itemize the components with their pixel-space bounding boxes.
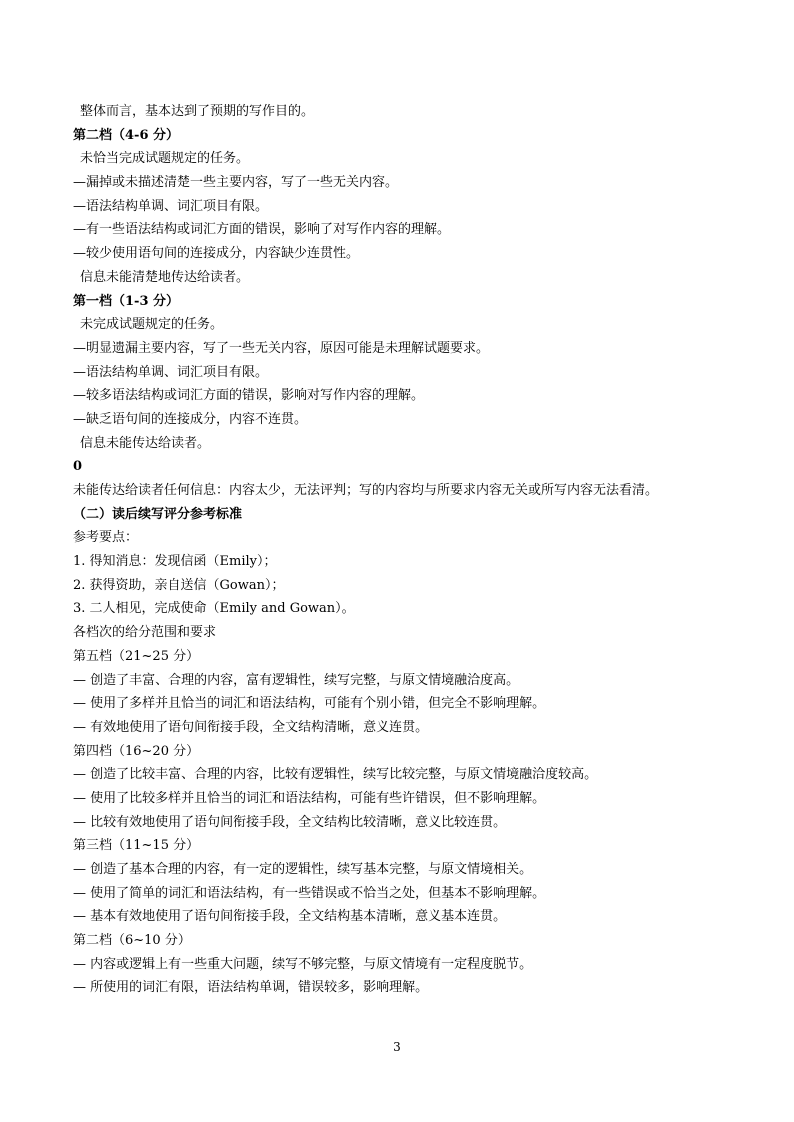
text-line: —缺乏语句间的连接成分，内容不连贯。 <box>73 411 308 427</box>
section-heading: 0 <box>73 459 83 475</box>
text-line: 各档次的给分范围和要求 <box>73 625 217 641</box>
document-body <box>73 100 733 1000</box>
text-line: —较多语法结构或词汇方面的错误，影响对写作内容的理解。 <box>73 388 425 404</box>
text-line: — 使用了简单的词汇和语法结构，有一些错误或不恰当之处，但基本不影响理解。 <box>73 885 546 901</box>
text-line: 未恰当完成试题规定的任务。 <box>80 151 250 167</box>
text-line: — 比较有效地使用了语句间衔接手段，全文结构比较清晰，意义比较连贯。 <box>73 814 507 830</box>
text-line: 第二档（6~10 分） <box>73 933 191 949</box>
text-line: — 所使用的词汇有限，语法结构单调，错误较多，影响理解。 <box>73 980 429 996</box>
text-line: 2. 获得资助，亲自送信（Gowan）； <box>73 577 285 593</box>
text-line: —语法结构单调、词汇项目有限。 <box>73 364 269 380</box>
text-line: — 创造了比较丰富、合理的内容，比较有逻辑性，续写比较完整，与原文情境融洽度较高。 <box>73 767 598 783</box>
text-line: 第三档（11~15 分） <box>73 838 200 854</box>
text-line: —明显遗漏主要内容，写了一些无关内容，原因可能是未理解试题要求。 <box>73 340 490 356</box>
section-heading: 第一档（1-3 分） <box>73 293 180 309</box>
text-line: 信息未能清楚地传达给读者。 <box>80 269 250 285</box>
text-line: — 创造了基本合理的内容，有一定的逻辑性，续写基本完整，与原文情境相关。 <box>73 862 533 877</box>
text-line: 第四档（16~20 分） <box>73 743 200 759</box>
text-line: 信息未能传达给读者。 <box>80 435 211 451</box>
text-line: — 内容或逻辑上有一些重大问题，续写不够完整，与原文情境有一定程度脱节。 <box>73 956 533 972</box>
text-line: 未能传达给读者任何信息：内容太少，无法评判；写的内容均与所要求内容无关或所写内容无法看清。 <box>73 483 659 498</box>
text-line: —有一些语法结构或词汇方面的错误，影响了对写作内容的理解。 <box>73 222 451 238</box>
text-line: — 基本有效地使用了语句间衔接手段，全文结构基本清晰，意义基本连贯。 <box>73 909 507 925</box>
text-line: — 使用了多样并且恰当的词汇和语法结构，可能有个别小错，但完全不影响理解。 <box>73 696 546 712</box>
text-line: —漏掉或未描述清楚一些主要内容，写了一些无关内容。 <box>73 175 399 191</box>
section-heading: 第二档（4-6 分） <box>73 127 180 143</box>
text-line: 3. 二人相见，完成使命（Emily and Gowan）。 <box>73 601 355 617</box>
text-line: 第五档（21~25 分） <box>73 648 200 664</box>
text-line: —语法结构单调、词汇项目有限。 <box>73 198 269 214</box>
text-line: 参考要点： <box>73 530 139 546</box>
text-line: — 创造了丰富、合理的内容，富有逻辑性，续写完整，与原文情境融洽度高。 <box>73 672 520 688</box>
section-heading: （二）读后续写评分参考标准 <box>73 506 243 522</box>
page-number: 3 <box>393 1040 401 1054</box>
text-line: 整体而言，基本达到了预期的写作目的。 <box>80 104 315 119</box>
text-line: 未完成试题规定的任务。 <box>80 317 224 333</box>
text-line: — 使用了比较多样并且恰当的词汇和语法结构，可能有些许错误，但不影响理解。 <box>73 790 546 806</box>
text-line: — 有效地使用了语句间衔接手段，全文结构清晰，意义连贯。 <box>73 719 429 735</box>
text-line: —较少使用语句间的连接成分，内容缺少连贯性。 <box>73 246 360 262</box>
text-line: 1. 得知消息：发现信函（Emily）； <box>73 554 277 570</box>
